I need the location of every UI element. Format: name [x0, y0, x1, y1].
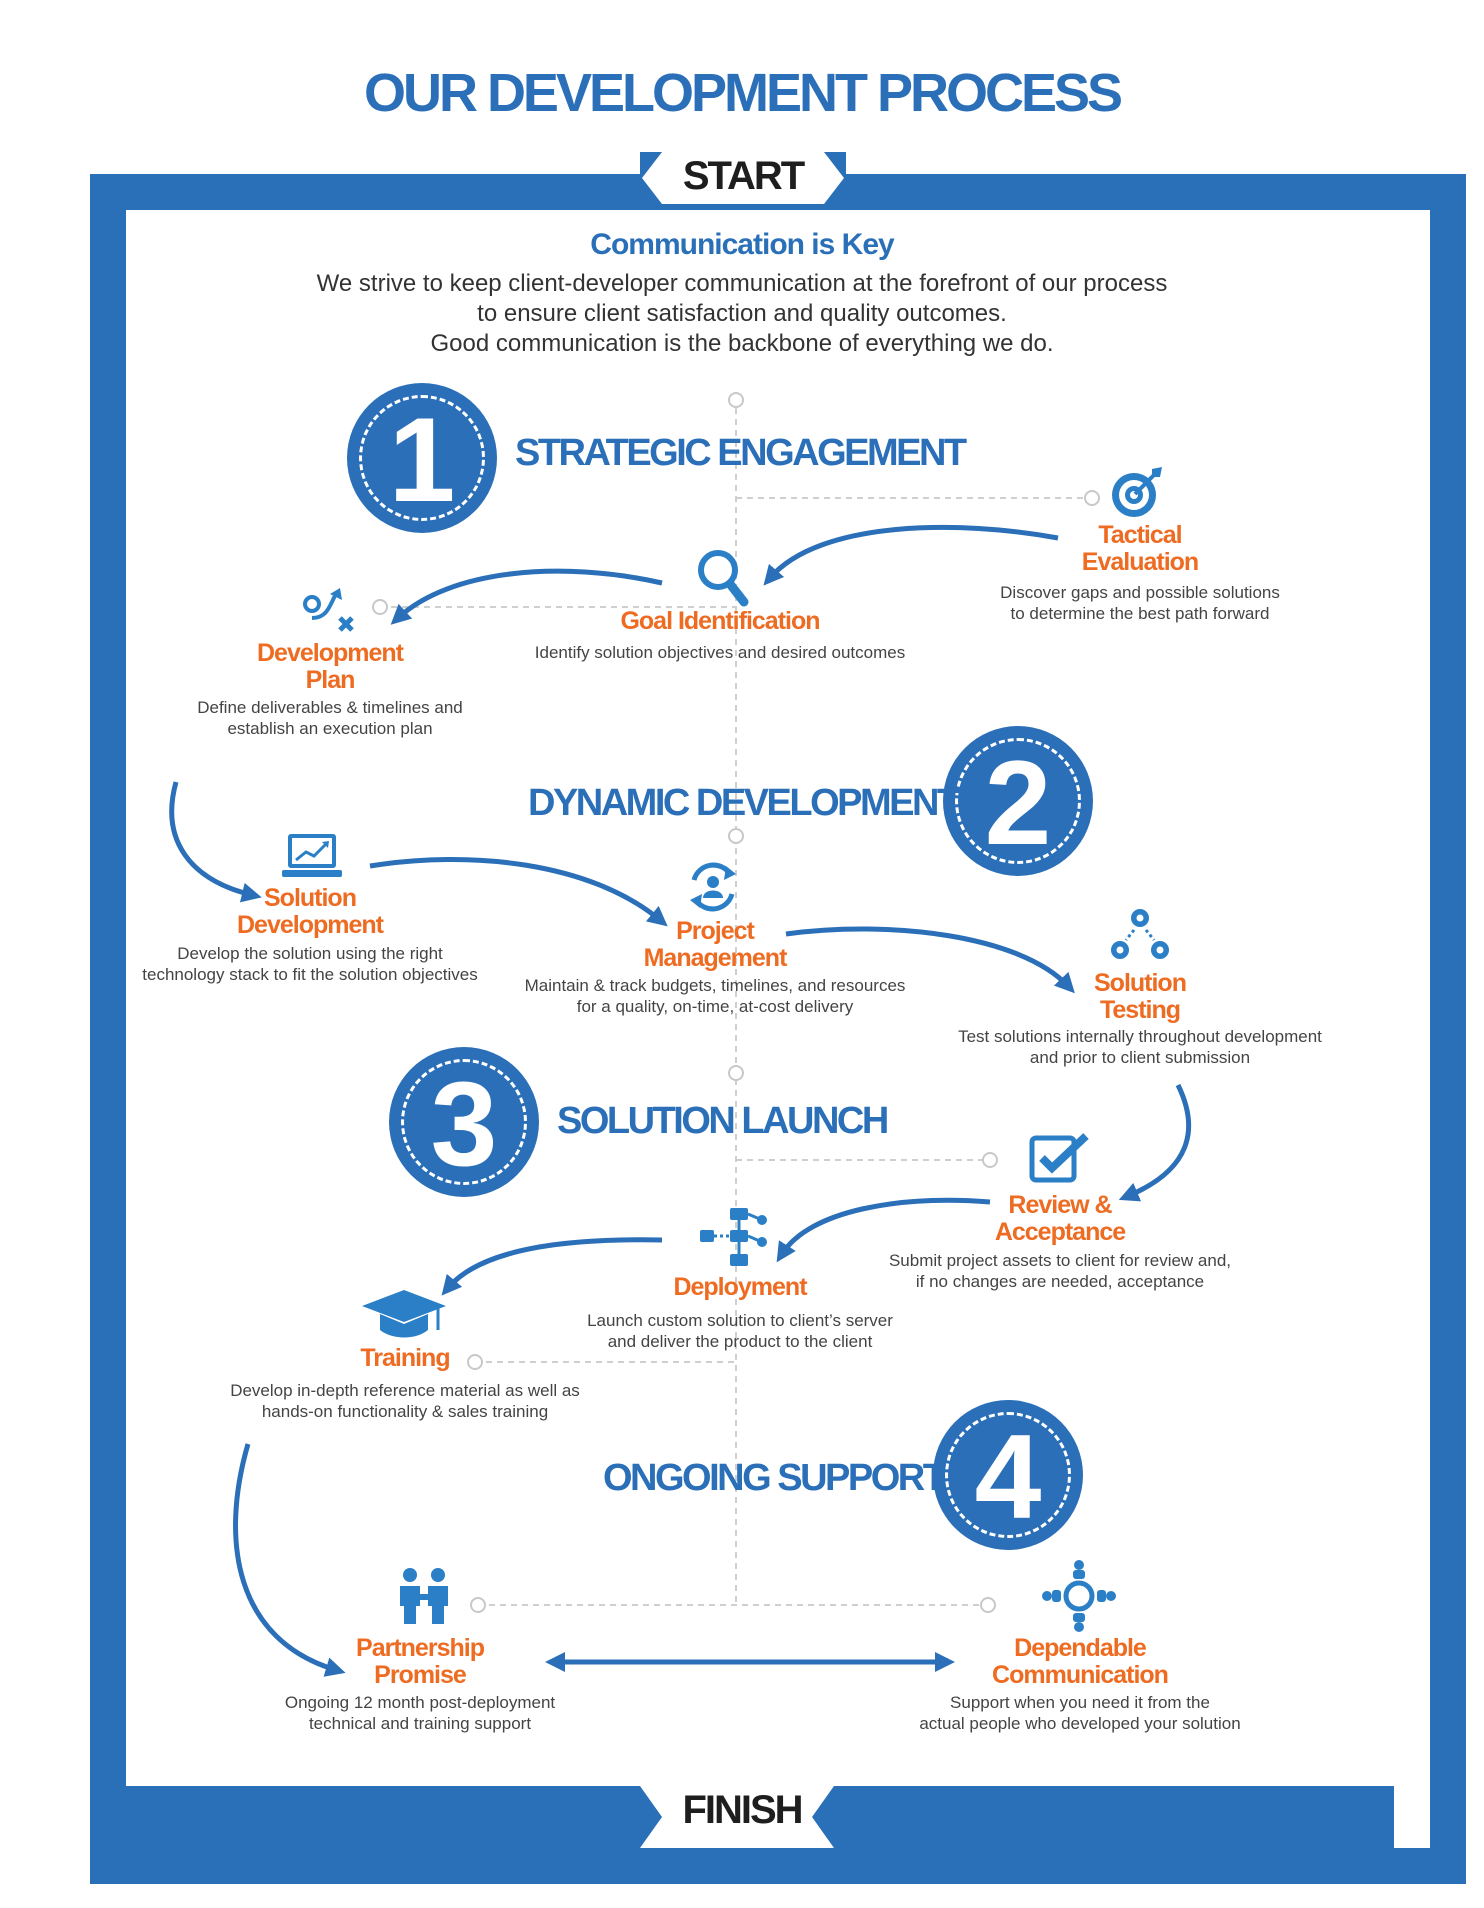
step-title-line: Communication — [992, 1661, 1168, 1689]
step-desc-line: for a quality, on-time, at-cost delivery — [576, 997, 854, 1016]
phase-3-badge — [389, 1047, 539, 1197]
step-desc-line: and prior to client submission — [1029, 1048, 1251, 1067]
step-title-line: Plan — [305, 666, 355, 694]
step-title-line: Development — [237, 911, 383, 939]
intro-line: Good communication is the backbone of everything we do. — [430, 330, 1054, 357]
step-title-line: Promise — [374, 1661, 466, 1689]
magnifier-icon — [696, 548, 750, 608]
development-plan-title — [210, 640, 450, 694]
review-acceptance-title — [940, 1192, 1180, 1246]
step-title-line: Dependable — [1014, 1634, 1146, 1662]
step-title-line: Solution — [1094, 969, 1186, 997]
step-title-line: Management — [643, 944, 787, 972]
network-people-icon — [1042, 1560, 1116, 1632]
intro-line: We strive to keep client-developer communication at the forefront of our process — [316, 270, 1168, 297]
step-title-line: Tactical — [1098, 521, 1182, 549]
development-plan-desc — [160, 697, 500, 739]
target-icon — [1108, 465, 1164, 521]
route-plan-icon — [300, 588, 358, 636]
phase-1-badge — [347, 383, 497, 533]
gears-icon — [1108, 906, 1172, 964]
phase-number: 3 — [401, 1059, 527, 1185]
training-desc — [200, 1380, 610, 1422]
phase-4-badge — [933, 1400, 1083, 1550]
phase-3-title: SOLUTION LAUNCH — [557, 1100, 887, 1142]
step-desc-line: technology stack to fit the solution objectives — [142, 965, 478, 984]
start-label: START — [682, 154, 804, 198]
phase-number: 1 — [359, 395, 485, 521]
phase-2-badge — [943, 726, 1093, 876]
deployment-title: Deployment — [673, 1273, 807, 1301]
partnership-promise-desc — [240, 1692, 600, 1734]
step-title-line: Project — [676, 917, 754, 945]
goal-identification-desc: Identify solution objectives and desired outcomes — [534, 643, 906, 662]
step-desc-line: actual people who developed your solution — [919, 1714, 1241, 1733]
step-desc-line: Maintain & track budgets, timelines, and resources — [524, 976, 906, 995]
step-desc-line: Launch custom solution to client’s server — [587, 1311, 893, 1330]
finish-label: FINISH — [682, 1788, 802, 1832]
flowchart-icon — [700, 1208, 772, 1270]
step-desc-line: Test solutions internally throughout development — [958, 1027, 1322, 1046]
step-title-line: Acceptance — [994, 1218, 1126, 1246]
checkbox-icon — [1028, 1130, 1092, 1186]
phase-2-title: DYNAMIC DEVELOPMENT — [528, 782, 958, 824]
dependable-communication-title — [950, 1635, 1210, 1689]
deployment-desc — [560, 1310, 920, 1352]
graduation-cap-icon — [362, 1290, 446, 1342]
step-desc-line: Develop in-depth reference material as well as — [230, 1381, 580, 1400]
solution-testing-title — [1020, 970, 1260, 1024]
step-title-line: Evaluation — [1081, 548, 1199, 576]
step-desc-line: Support when you need it from the — [950, 1693, 1210, 1712]
solution-testing-desc — [945, 1026, 1335, 1068]
step-desc-line: Develop the solution using the right — [177, 944, 443, 963]
phase-number: 2 — [955, 738, 1081, 864]
step-desc-line: Ongoing 12 month post-deployment — [284, 1693, 556, 1712]
step-title-line: Development — [257, 639, 403, 667]
step-desc-line: Define deliverables & timelines and — [197, 698, 463, 717]
step-desc-line: technical and training support — [308, 1714, 532, 1733]
solution-development-desc — [120, 943, 500, 985]
project-management-desc — [505, 975, 925, 1017]
step-title-line: Review & — [1008, 1191, 1112, 1219]
step-desc-line: Discover gaps and possible solutions — [1000, 583, 1280, 602]
intro-heading: Communication is Key — [590, 228, 894, 261]
training-title: Training — [360, 1344, 450, 1372]
tactical-evaluation-desc — [960, 582, 1320, 624]
phase-4-title: ONGOING SUPPORT — [603, 1457, 944, 1499]
solution-development-title — [190, 885, 430, 939]
step-title-line: Partnership — [356, 1634, 484, 1662]
step-desc-line: establish an execution plan — [227, 719, 433, 738]
intro-line: to ensure client satisfaction and quality outcomes. — [477, 300, 1007, 327]
laptop-chart-icon — [282, 832, 342, 880]
goal-identification-title: Goal Identification — [620, 607, 820, 635]
step-desc-line: hands-on functionality & sales training — [261, 1402, 549, 1421]
step-title-line: Solution — [264, 884, 356, 912]
step-desc-line: Submit project assets to client for review and, — [888, 1251, 1232, 1270]
phase-1-title: STRATEGIC ENGAGEMENT — [515, 432, 965, 474]
step-desc-line: if no changes are needed, acceptance — [915, 1272, 1205, 1291]
review-acceptance-desc — [880, 1250, 1240, 1292]
page-title: OUR DEVELOPMENT PROCESS — [363, 63, 1121, 123]
cycle-person-icon — [684, 858, 742, 916]
tactical-evaluation-title — [1010, 522, 1270, 576]
phase-number: 4 — [945, 1412, 1071, 1538]
dependable-communication-desc — [880, 1692, 1280, 1734]
project-management-title — [600, 918, 830, 972]
partnership-promise-title — [300, 1635, 540, 1689]
handshake-people-icon — [396, 1568, 452, 1624]
step-desc-line: to determine the best path forward — [1010, 604, 1270, 623]
step-desc-line: and deliver the product to the client — [607, 1332, 873, 1351]
step-title-line: Testing — [1099, 996, 1181, 1024]
